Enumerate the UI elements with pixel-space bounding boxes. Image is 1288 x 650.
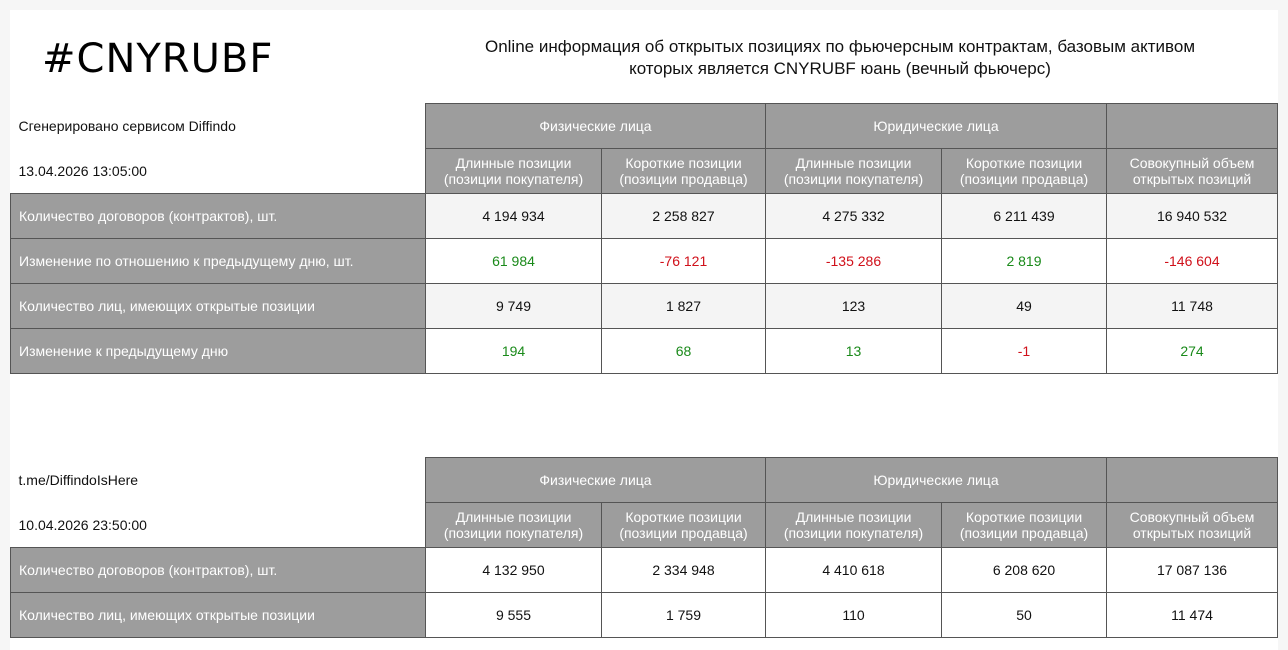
col-header-individuals-short: Короткие позиции (позиции продавца) [602, 503, 766, 548]
ticker-heading: #CNYRUBF [42, 36, 274, 82]
col-header-individuals-short: Короткие позиции (позиции продавца) [602, 149, 766, 194]
table-cell: 274 [1107, 329, 1278, 374]
col-header-total: Совокупный объем открытых позиций [1107, 503, 1278, 548]
source-label: Сгенерировано сервисом Diffindo [11, 104, 426, 149]
row-label: Изменение к предыдущему дню [11, 329, 426, 374]
table-cell: 194 [426, 329, 602, 374]
table-cell: 6 208 620 [942, 548, 1107, 593]
table-cell: -135 286 [766, 239, 942, 284]
table-cell: 110 [766, 593, 942, 638]
table-cell: 11 474 [1107, 593, 1278, 638]
col-header-individuals-long: Длинные позиции (позиции покупателя) [426, 503, 602, 548]
table-cell: -146 604 [1107, 239, 1278, 284]
table-cell: 6 211 439 [942, 194, 1107, 239]
table-cell: 1 827 [602, 284, 766, 329]
group-header-individuals: Физические лица [426, 458, 766, 503]
page [10, 10, 1278, 650]
datetime-label: 13.04.2026 13:05:00 [11, 149, 426, 194]
row-label: Количество лиц, имеющих открытые позиции [11, 593, 426, 638]
title-line-2: которых является CNYRUBF юань (вечный фьючерс) [629, 59, 1051, 78]
group-header-empty [1107, 104, 1278, 149]
open-interest-table-previous [10, 457, 1278, 638]
col-header-total: Совокупный объем открытых позиций [1107, 149, 1278, 194]
row-label: Изменение по отношению к предыдущему дню, шт. [11, 239, 426, 284]
datetime-label: 10.04.2026 23:50:00 [11, 503, 426, 548]
table-cell: 2 819 [942, 239, 1107, 284]
table-cell: 2 334 948 [602, 548, 766, 593]
table-cell: 2 258 827 [602, 194, 766, 239]
row-label: Количество договоров (контрактов), шт. [11, 194, 426, 239]
table-cell: 50 [942, 593, 1107, 638]
group-header-legal: Юридические лица [766, 458, 1107, 503]
group-header-individuals: Физические лица [426, 104, 766, 149]
open-interest-table-current [10, 103, 1278, 374]
page-title [450, 36, 1230, 80]
group-header-legal: Юридические лица [766, 104, 1107, 149]
table-cell: 1 759 [602, 593, 766, 638]
table-row [11, 593, 1278, 638]
table-cell: 9 555 [426, 593, 602, 638]
table-cell: 123 [766, 284, 942, 329]
table-row [11, 329, 1278, 374]
table-cell: 16 940 532 [1107, 194, 1278, 239]
table-cell: 13 [766, 329, 942, 374]
table-cell: 68 [602, 329, 766, 374]
table-cell: -1 [942, 329, 1107, 374]
col-header-legal-long: Длинные позиции (позиции покупателя) [766, 503, 942, 548]
col-header-legal-short: Короткие позиции (позиции продавца) [942, 503, 1107, 548]
table-cell: 17 087 136 [1107, 548, 1278, 593]
table-cell: 11 748 [1107, 284, 1278, 329]
table-cell: -76 121 [602, 239, 766, 284]
row-label: Количество договоров (контрактов), шт. [11, 548, 426, 593]
row-label: Количество лиц, имеющих открытые позиции [11, 284, 426, 329]
col-header-legal-long: Длинные позиции (позиции покупателя) [766, 149, 942, 194]
table-cell: 61 984 [426, 239, 602, 284]
table-row [11, 284, 1278, 329]
col-header-legal-short: Короткие позиции (позиции продавца) [942, 149, 1107, 194]
group-header-empty [1107, 458, 1278, 503]
table-row [11, 548, 1278, 593]
table-cell: 4 194 934 [426, 194, 602, 239]
table-cell: 4 410 618 [766, 548, 942, 593]
table-row [11, 194, 1278, 239]
table-cell: 4 275 332 [766, 194, 942, 239]
table-row [11, 239, 1278, 284]
table-cell: 49 [942, 284, 1107, 329]
table-cell: 4 132 950 [426, 548, 602, 593]
col-header-individuals-long: Длинные позиции (позиции покупателя) [426, 149, 602, 194]
table-cell: 9 749 [426, 284, 602, 329]
title-line-1: Online информация об открытых позициях по фьючерсным контрактам, базовым активом [484, 37, 1196, 56]
source-link-label: t.me/DiffindoIsHere [11, 458, 426, 503]
